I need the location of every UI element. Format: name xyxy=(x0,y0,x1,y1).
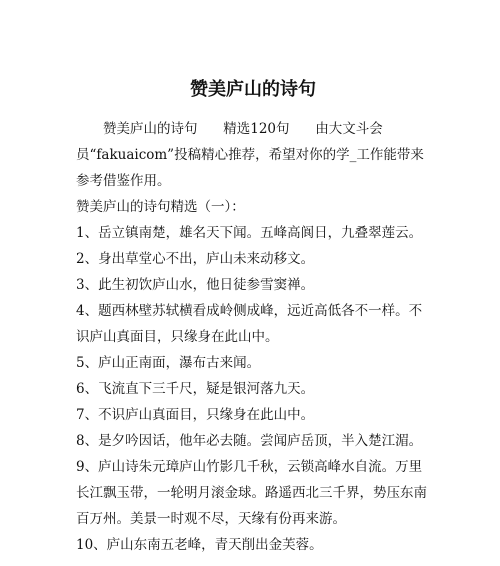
poem-line-8: 8、是夕吟因话，他年必去随。尝闻庐岳顶，半入楚江湄。 xyxy=(76,433,423,449)
intro-paragraph: 赞美庐山的诗句 精选120句 由大文斗会员“fakuaicom”投稿精心推荐，希望对你的学_工作能带来参考借鉴作用。 xyxy=(76,121,424,189)
poem-line-9: 9、庐山诗朱元璋庐山竹影几千秋，云锁高峰水自流。万里长江飘玉带，一轮明月滚金球。路遥西北三千界，势压东南百万州。美景一时观不尽，天缘有份再来游。 xyxy=(76,459,427,527)
poem-line-3: 3、此生初饮庐山水，他日徒参雪窦禅。 xyxy=(76,277,315,293)
poem-line-1: 1、岳立镇南楚，雄名天下闻。五峰高阆日，九叠翠莲云。 xyxy=(76,225,423,241)
poem-line-5: 5、庐山正南面，瀑布古来闻。 xyxy=(76,355,261,371)
poem-line-2: 2、身出草堂心不出，庐山未来动移文。 xyxy=(76,251,315,267)
poem-line-4: 4、题西林壁苏轼横看成岭侧成峰，远近高低各不一样。不识庐山真面目，只缘身在此山中。 xyxy=(76,303,423,345)
poem-line-6: 6、飞流直下三千尺，疑是银河落九天。 xyxy=(76,381,315,397)
paragraph-heading: 赞美庐山的诗句精选（一）： xyxy=(76,199,245,215)
document-title: 赞美庐山的诗句 xyxy=(190,79,316,100)
poem-line-10: 10、庐山东南五老峰，青天削出金芙蓉。 xyxy=(76,537,323,553)
poem-line-7: 7、不识庐山真面目，只缘身在此山中。 xyxy=(76,407,315,423)
